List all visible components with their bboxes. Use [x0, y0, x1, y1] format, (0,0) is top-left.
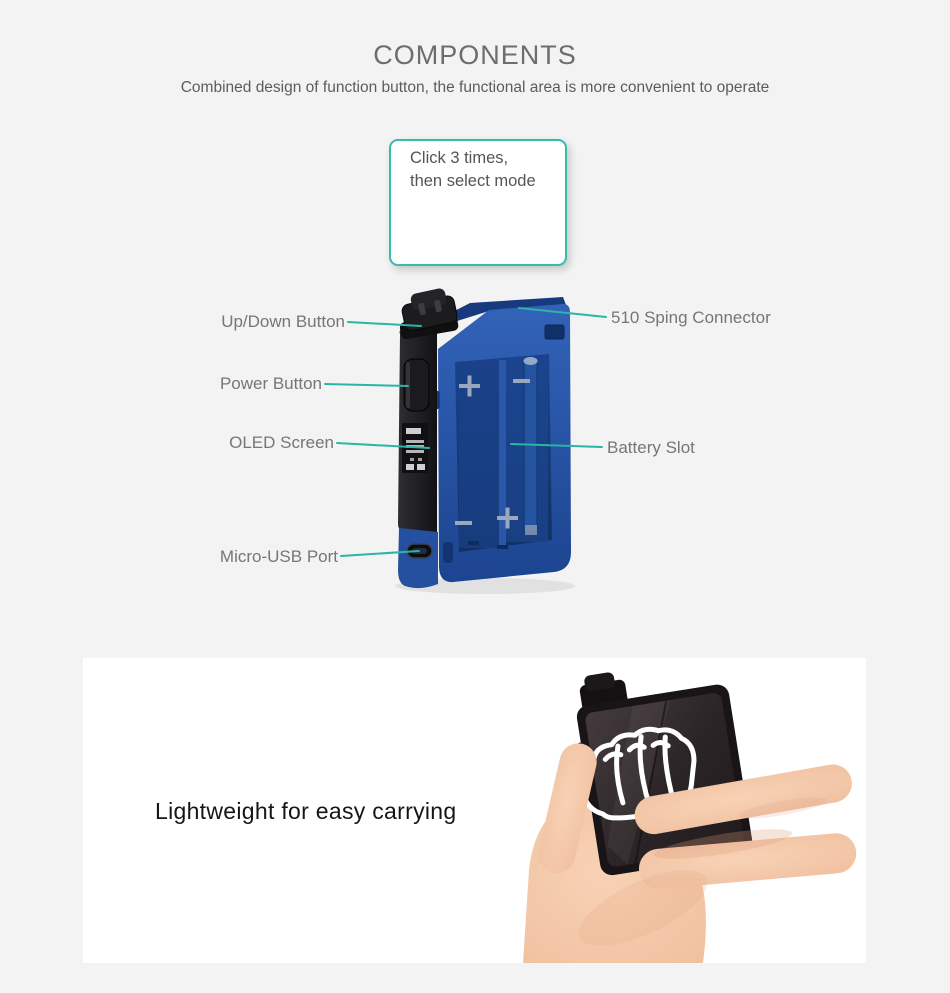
device-side-panel	[398, 320, 438, 589]
lightweight-caption: Lightweight for easy carrying	[155, 798, 457, 824]
callout-text	[410, 147, 536, 193]
callout-line-2: then select mode	[410, 172, 536, 190]
leader-line	[348, 322, 421, 326]
page-title: COMPONENTS	[373, 40, 577, 70]
leader-line	[511, 444, 602, 447]
leader-line	[337, 443, 429, 448]
leader-lines	[325, 308, 606, 556]
micro-usb-port	[407, 544, 432, 558]
battery-rod	[524, 357, 538, 535]
battery-compartment	[455, 354, 552, 552]
510-connector-hole	[545, 325, 564, 339]
leader-line	[519, 308, 606, 317]
label-battery-slot: Battery Slot	[607, 438, 695, 457]
lightweight-section-card	[83, 658, 866, 963]
page-subtitle: Combined design of function button, the functional area is more convenient to operate	[180, 79, 770, 96]
hand-holding-device-image	[83, 658, 866, 963]
leader-line	[325, 384, 408, 386]
up-down-button	[399, 287, 459, 339]
label-oled-screen: OLED Screen	[229, 433, 334, 452]
power-button	[404, 359, 429, 411]
callout-line-1: Click 3 times,	[410, 149, 509, 167]
label-510-spring-connector: 510 Sping Connector	[611, 308, 771, 327]
label-up-down-button: Up/Down Button	[221, 312, 345, 331]
leader-line	[341, 551, 419, 556]
device-main-body	[433, 297, 571, 582]
label-power-button: Power Button	[219, 374, 322, 393]
polarity-marks	[455, 376, 530, 529]
label-micro-usb-port: Micro-USB Port	[219, 547, 338, 566]
device-shadow	[395, 578, 575, 594]
oled-screen	[402, 423, 428, 473]
